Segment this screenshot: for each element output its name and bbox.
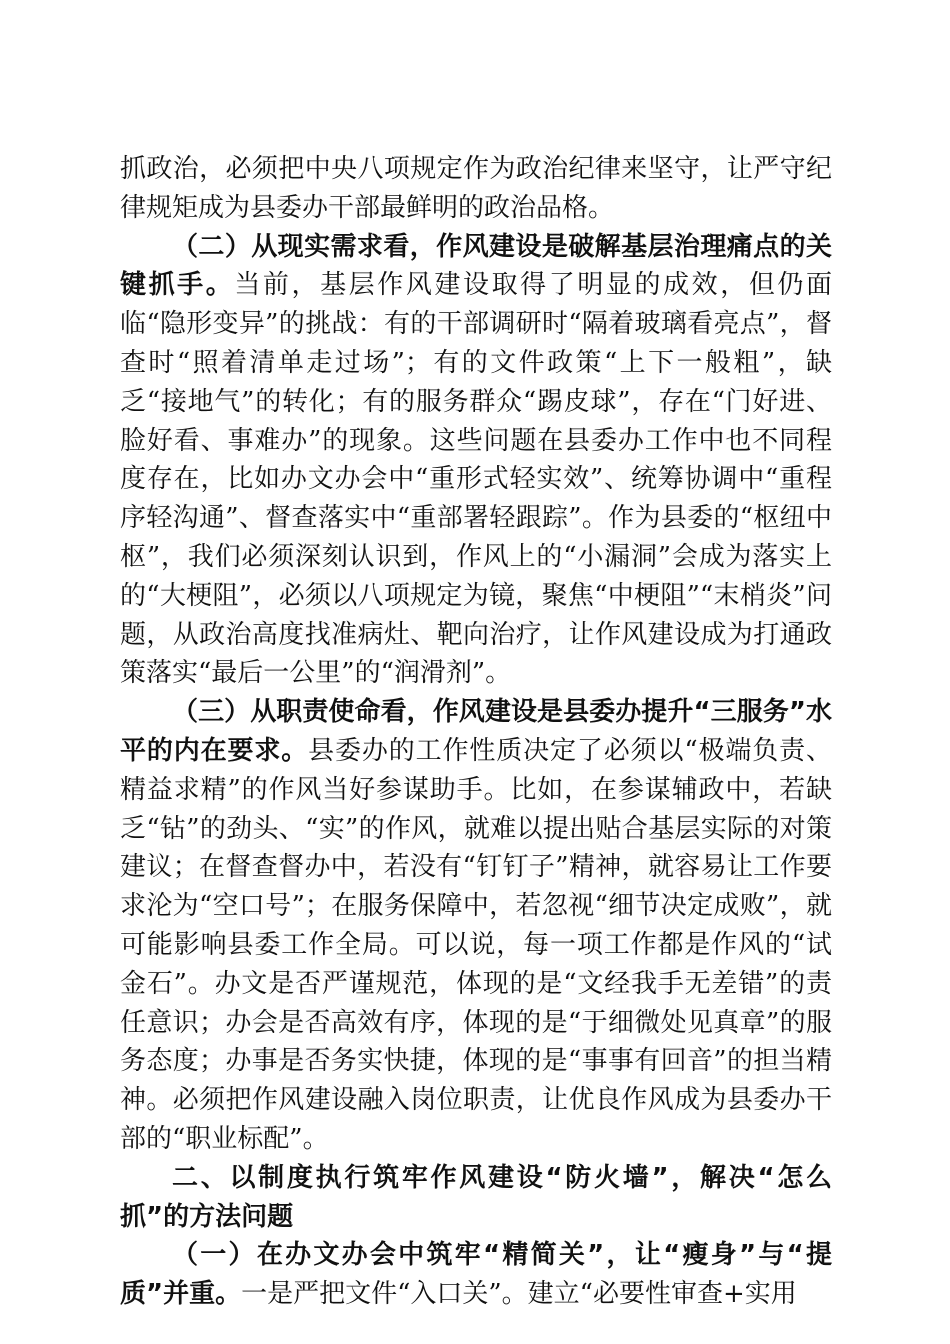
section-heading: （三）从职责使命看，作风建设是县委办提升“三服务”水平的内在要求。 (120, 697, 832, 766)
paragraph-section-2 (120, 228, 832, 694)
paragraph-continuation (120, 150, 832, 228)
paragraph-text: 一是严把文件“入口关”。建立“必要性审查+实用 (241, 1279, 797, 1310)
chapter-heading: 二、以制度执行筑牢作风建设“防火墙”，解决“怎么抓”的方法问题 (120, 1162, 832, 1232)
section-heading: （一）在办文办会中筑牢“精简关”，让“瘦身”与“提质”并重。 (120, 1240, 832, 1310)
paragraph-subsection-1 (120, 1236, 832, 1314)
document-page (120, 150, 832, 1314)
paragraph-text: 当前，基层作风建设取得了明显的成效，但仍面临“隐形变异”的挑战：有的干部调研时“隔着玻璃看亮点”，督查时“照着清单走过场”；有的文件政策“上下一般粗”，缺乏“接地气”的转化；有的服务群众“踢皮球”，存在“门好进、脸好看、事难办”的现象。这些问题在县委办工作中也不同程度存在，比如办文办会中“重形式轻实效”、统筹协调中“重程序轻沟通”、督查落实中“重部署轻跟踪”。作为县委的“枢纽中枢”，我们必须深刻认识到，作风上的“小漏洞”会成为落实上的“大梗阻”，必须以八项规定为镜，聚焦“中梗阻”“末梢炎”问题，从政治高度找准病灶、靶向治疗，让作风建设成为打通政策落实“最后一公里”的“润滑剂”。 (120, 270, 832, 689)
paragraph-section-3 (120, 693, 832, 1159)
paragraph-text: 抓政治，必须把中央八项规定作为政治纪律来坚守，让严守纪律规矩成为县委办干部最鲜明的政治品格。 (120, 154, 832, 223)
section-heading: （二）从现实需求看，作风建设是破解基层治理痛点的关键抓手。 (120, 231, 832, 301)
paragraph-text: 县委办的工作性质决定了必须以“极端负责、精益求精”的作风当好参谋助手。比如，在参谋辅政中，若缺乏“钻”的劲头、“实”的作风，就难以提出贴合基层实际的对策建议；在督查督办中，若没有“钉钉子”精神，就容易让工作要求沦为“空口号”；在服务保障中，若忽视“细节决定成败”，就可能影响县委工作全局。可以说，每一项工作都是作风的“试金石”。办文是否严谨规范，体现的是“文经我手无差错”的责任意识；办会是否高效有序，体现的是“于细微处见真章”的服务态度；办事是否务实快捷，体现的是“事事有回音”的担当精神。必须把作风建设融入岗位职责，让优良作风成为县委办干部的“职业标配”。 (120, 735, 832, 1154)
